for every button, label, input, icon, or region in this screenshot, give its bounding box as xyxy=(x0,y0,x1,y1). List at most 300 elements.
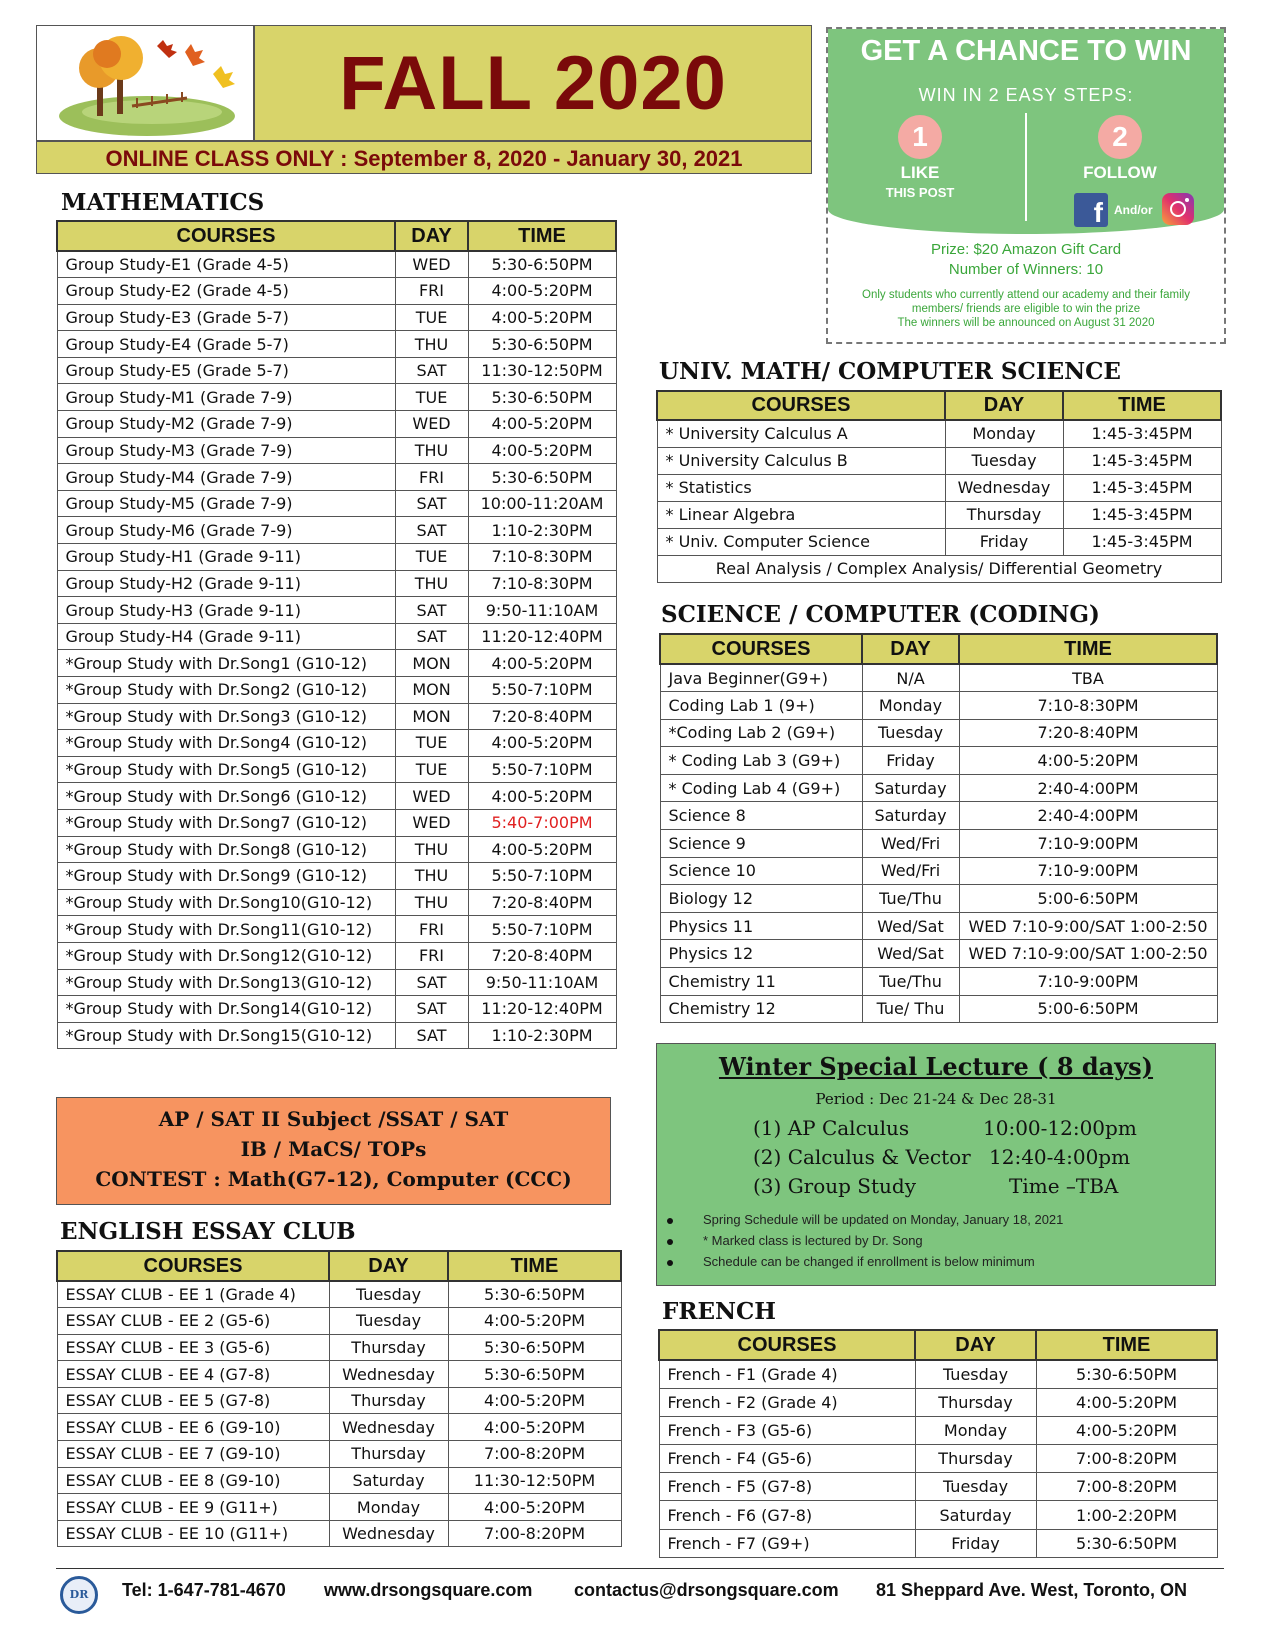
winter-note-2: * Marked class is lectured by Dr. Song xyxy=(703,1233,923,1248)
cell-time: 1:00-2:20PM xyxy=(1036,1501,1217,1529)
table-row xyxy=(57,1334,621,1361)
table-row xyxy=(659,1473,1217,1501)
cell-course: * Coding Lab 4 (G9+) xyxy=(660,774,862,802)
cell-time: 7:10-8:30PM xyxy=(468,570,616,597)
cell-day: Saturday xyxy=(862,802,959,830)
essay-col-day: DAY xyxy=(329,1251,448,1281)
cell-day: Wednesday xyxy=(945,474,1063,501)
cell-course: *Group Study with Dr.Song1 (G10-12) xyxy=(57,650,395,677)
promo-subtitle: WIN IN 2 EASY STEPS: xyxy=(918,85,1134,105)
cell-time: 7:10-9:00PM xyxy=(959,968,1217,996)
cell-day: Tue/ Thu xyxy=(862,995,959,1023)
univ-col-courses: COURSES xyxy=(657,391,945,420)
cell-day: Thursday xyxy=(915,1388,1036,1416)
cell-course: *Group Study with Dr.Song14(G10-12) xyxy=(57,996,395,1023)
table-row xyxy=(57,969,616,996)
cell-time: WED 7:10-9:00/SAT 1:00-2:50 xyxy=(959,912,1217,940)
cell-time: 4:00-5:20PM xyxy=(468,411,616,438)
cell-day: WED xyxy=(395,809,468,836)
cell-day: Thursday xyxy=(329,1441,448,1468)
cell-time: 4:00-5:20PM xyxy=(468,650,616,677)
winter-lecture-box xyxy=(656,1043,1216,1286)
table-row xyxy=(659,1529,1217,1557)
cell-course: *Group Study with Dr.Song3 (G10-12) xyxy=(57,703,395,730)
table-row xyxy=(657,555,1221,582)
cell-time: 10:00-11:20AM xyxy=(468,490,616,517)
table-row xyxy=(57,570,616,597)
cell-time: 4:00-5:20PM xyxy=(468,278,616,305)
cell-day: SAT xyxy=(395,597,468,624)
cell-time: WED 7:10-9:00/SAT 1:00-2:50 xyxy=(959,940,1217,968)
cell-time: 1:45-3:45PM xyxy=(1063,528,1221,555)
fine-print-3: The winners will be announced on August 31 2020 xyxy=(897,317,1155,329)
cell-course: Biology 12 xyxy=(660,885,862,913)
cell-time: 7:00-8:20PM xyxy=(1036,1445,1217,1473)
table-row xyxy=(57,1022,616,1049)
cell-course: French - F2 (Grade 4) xyxy=(659,1388,915,1416)
cell-time: TBA xyxy=(959,664,1217,692)
cell-day: Wed/Sat xyxy=(862,912,959,940)
cell-time: 1:10-2:30PM xyxy=(468,1022,616,1049)
cell-time: 5:30-6:50PM xyxy=(448,1361,621,1388)
winter-item-1-time: 10:00-12:00pm xyxy=(983,1116,1137,1140)
table-row xyxy=(57,1361,621,1388)
table-row xyxy=(660,802,1217,830)
table-row xyxy=(657,474,1221,501)
footer-logo xyxy=(60,1576,98,1614)
ap-line-1: AP / SAT II Subject /SSAT / SAT xyxy=(158,1107,509,1131)
math-table xyxy=(56,220,617,1049)
table-row xyxy=(660,664,1217,692)
table-row xyxy=(660,940,1217,968)
cell-course: *Group Study with Dr.Song4 (G10-12) xyxy=(57,730,395,757)
table-row xyxy=(57,357,616,384)
cell-course: *Group Study with Dr.Song15(G10-12) xyxy=(57,1022,395,1049)
essay-col-time: TIME xyxy=(448,1251,621,1281)
cell-time: 5:30-6:50PM xyxy=(468,331,616,358)
science-col-courses: COURSES xyxy=(660,634,862,664)
fall-leaves-logo xyxy=(36,25,254,141)
table-row xyxy=(57,331,616,358)
table-row xyxy=(57,889,616,916)
title-banner xyxy=(254,25,812,141)
cell-course: French - F4 (G5-6) xyxy=(659,1445,915,1473)
cell-time: 5:30-6:50PM xyxy=(468,464,616,491)
cell-day: THU xyxy=(395,889,468,916)
cell-time: 7:10-9:00PM xyxy=(959,830,1217,858)
cell-course: * University Calculus B xyxy=(657,447,945,474)
table-row xyxy=(660,692,1217,720)
cell-time: 1:45-3:45PM xyxy=(1063,501,1221,528)
step-1-label: LIKE xyxy=(900,163,940,182)
cell-course: *Group Study with Dr.Song9 (G10-12) xyxy=(57,863,395,890)
table-row xyxy=(659,1445,1217,1473)
cell-day: Wed/Fri xyxy=(862,830,959,858)
cell-time: 5:30-6:50PM xyxy=(468,384,616,411)
bullet-icon xyxy=(667,1218,673,1224)
cell-day: Wednesday xyxy=(329,1414,448,1441)
table-row xyxy=(57,1494,621,1521)
cell-course: Group Study-M6 (Grade 7-9) xyxy=(57,517,395,544)
table-row xyxy=(57,597,616,624)
table-row xyxy=(57,863,616,890)
cell-course: French - F7 (G9+) xyxy=(659,1529,915,1557)
fine-print-2: members/ friends are eligible to win the prize xyxy=(911,303,1141,315)
table-row xyxy=(57,411,616,438)
essay-col-courses: COURSES xyxy=(57,1251,329,1281)
cell-day: Saturday xyxy=(862,774,959,802)
cell-time: 7:20-8:40PM xyxy=(468,942,616,969)
table-row xyxy=(659,1416,1217,1444)
cell-time: 2:40-4:00PM xyxy=(959,774,1217,802)
cell-day: Tuesday xyxy=(329,1308,448,1335)
cell-day: Tuesday xyxy=(945,447,1063,474)
cell-day: Thursday xyxy=(915,1445,1036,1473)
table-row xyxy=(57,1520,621,1547)
cell-day: Wed/Fri xyxy=(862,857,959,885)
step-1-circle: 1 xyxy=(898,115,942,159)
cell-course: Group Study-M3 (Grade 7-9) xyxy=(57,437,395,464)
table-row xyxy=(57,942,616,969)
cell-day: TUE xyxy=(395,730,468,757)
cell-course: * Linear Algebra xyxy=(657,501,945,528)
cell-day: Tuesday xyxy=(915,1360,1036,1388)
science-col-time: TIME xyxy=(959,634,1217,664)
math-col-day: DAY xyxy=(395,221,468,251)
step-2-circle: 2 xyxy=(1098,115,1142,159)
promo-divider xyxy=(1025,113,1027,221)
cell-day: THU xyxy=(395,836,468,863)
table-row xyxy=(660,885,1217,913)
and-or-text: And/or xyxy=(1114,203,1153,217)
cell-course: Physics 12 xyxy=(660,940,862,968)
cell-time: 4:00-5:20PM xyxy=(468,304,616,331)
cell-course: Physics 11 xyxy=(660,912,862,940)
univ-col-time: TIME xyxy=(1063,391,1221,420)
table-row xyxy=(57,1281,621,1308)
cell-day: Thursday xyxy=(329,1334,448,1361)
cell-day: Monday xyxy=(945,420,1063,447)
cell-course: *Group Study with Dr.Song12(G10-12) xyxy=(57,942,395,969)
cell-day: TUE xyxy=(395,756,468,783)
cell-course: * Statistics xyxy=(657,474,945,501)
table-row xyxy=(57,517,616,544)
cell-day: Monday xyxy=(915,1416,1036,1444)
table-row xyxy=(660,719,1217,747)
cell-day: Friday xyxy=(862,747,959,775)
ap-sat-box xyxy=(56,1097,611,1205)
cell-day: Monday xyxy=(862,692,959,720)
cell-time: 5:30-6:50PM xyxy=(468,251,616,278)
cell-course: *Group Study with Dr.Song8 (G10-12) xyxy=(57,836,395,863)
cell-course: *Group Study with Dr.Song6 (G10-12) xyxy=(57,783,395,810)
table-row xyxy=(657,447,1221,474)
cell-day: SAT xyxy=(395,996,468,1023)
cell-course: French - F6 (G7-8) xyxy=(659,1501,915,1529)
math-section-title: MATHEMATICS xyxy=(61,189,265,216)
cell-day: Friday xyxy=(915,1529,1036,1557)
cell-day: WED xyxy=(395,411,468,438)
footer-phone[interactable]: Tel: 1-647-781-4670 xyxy=(122,1580,286,1600)
cell-course: *Group Study with Dr.Song5 (G10-12) xyxy=(57,756,395,783)
cell-time: 7:20-8:40PM xyxy=(468,703,616,730)
cell-day: SAT xyxy=(395,623,468,650)
cell-time: 4:00-5:20PM xyxy=(448,1308,621,1335)
footer-website[interactable]: www.drsongsquare.com xyxy=(324,1580,533,1600)
ap-line-3: CONTEST : Math(G7-12), Computer (CCC) xyxy=(95,1167,572,1191)
promo-box xyxy=(826,27,1226,344)
table-row xyxy=(57,730,616,757)
promo-title: GET A CHANCE TO WIN xyxy=(860,35,1192,67)
cell-course: *Group Study with Dr.Song13(G10-12) xyxy=(57,969,395,996)
table-row xyxy=(660,830,1217,858)
univ-section-title: UNIV. MATH/ COMPUTER SCIENCE xyxy=(659,358,1121,385)
cell-time: 7:20-8:40PM xyxy=(959,719,1217,747)
table-row xyxy=(57,650,616,677)
cell-course: Chemistry 11 xyxy=(660,968,862,996)
essay-table xyxy=(56,1250,622,1547)
footer-address: 81 Sheppard Ave. West, Toronto, ON xyxy=(876,1580,1188,1600)
table-row xyxy=(57,809,616,836)
cell-day: FRI xyxy=(395,278,468,305)
cell-day: SAT xyxy=(395,517,468,544)
cell-time: 7:10-8:30PM xyxy=(468,544,616,571)
cell-time: 4:00-5:20PM xyxy=(448,1387,621,1414)
cell-course: *Group Study with Dr.Song7 (G10-12) xyxy=(57,809,395,836)
cell-day: SAT xyxy=(395,490,468,517)
page-title: FALL 2020 xyxy=(339,41,727,126)
cell-time: 1:45-3:45PM xyxy=(1063,420,1221,447)
cell-day: FRI xyxy=(395,464,468,491)
cell-time: 7:00-8:20PM xyxy=(1036,1473,1217,1501)
table-row xyxy=(660,774,1217,802)
cell-course: * Univ. Computer Science xyxy=(657,528,945,555)
table-row xyxy=(57,1387,621,1414)
cell-course: Group Study-M2 (Grade 7-9) xyxy=(57,411,395,438)
table-row xyxy=(657,420,1221,447)
winners-text: Number of Winners: 10 xyxy=(948,261,1104,278)
table-row xyxy=(660,995,1217,1023)
cell-day: MON xyxy=(395,650,468,677)
table-row xyxy=(659,1501,1217,1529)
cell-course: Group Study-H4 (Grade 9-11) xyxy=(57,623,395,650)
science-table xyxy=(659,633,1218,1023)
cell-course: Java Beginner(G9+) xyxy=(660,664,862,692)
cell-course: * Coding Lab 3 (G9+) xyxy=(660,747,862,775)
table-row xyxy=(57,304,616,331)
winter-item-2-time: 12:40-4:00pm xyxy=(989,1145,1131,1169)
univ-col-day: DAY xyxy=(945,391,1063,420)
cell-course: Group Study-E5 (Grade 5-7) xyxy=(57,357,395,384)
cell-day: THU xyxy=(395,331,468,358)
univ-table xyxy=(656,390,1222,583)
cell-course: *Group Study with Dr.Song2 (G10-12) xyxy=(57,677,395,704)
winter-note-3: Schedule can be changed if enrollment is below minimum xyxy=(703,1254,1035,1269)
cell-day: Thursday xyxy=(945,501,1063,528)
table-row xyxy=(659,1388,1217,1416)
cell-course: Group Study-E3 (Grade 5-7) xyxy=(57,304,395,331)
cell-time: 5:50-7:10PM xyxy=(468,677,616,704)
cell-time: 5:50-7:10PM xyxy=(468,916,616,943)
winter-item-3-name: (3) Group Study xyxy=(753,1174,917,1198)
cell-day: SAT xyxy=(395,1022,468,1049)
prize-text: Prize: $20 Amazon Gift Card xyxy=(930,241,1122,258)
cell-day: Wed/Sat xyxy=(862,940,959,968)
table-row xyxy=(57,464,616,491)
cell-day: TUE xyxy=(395,544,468,571)
cell-day: MON xyxy=(395,703,468,730)
cell-course: French - F3 (G5-6) xyxy=(659,1416,915,1444)
page-subtitle: ONLINE CLASS ONLY : September 8, 2020 - January 30, 2021 xyxy=(105,146,743,171)
cell-time: 7:00-8:20PM xyxy=(448,1520,621,1547)
cell-day: Monday xyxy=(329,1494,448,1521)
table-row xyxy=(57,278,616,305)
fine-print-1: Only students who currently attend our academy and their family xyxy=(862,289,1190,301)
cell-time: 11:20-12:40PM xyxy=(468,623,616,650)
cell-day: THU xyxy=(395,863,468,890)
french-col-courses: COURSES xyxy=(659,1330,915,1360)
table-row xyxy=(657,501,1221,528)
table-row xyxy=(57,544,616,571)
cell-time: 4:00-5:20PM xyxy=(1036,1416,1217,1444)
cell-day: Tuesday xyxy=(329,1281,448,1308)
french-table xyxy=(658,1329,1218,1558)
cell-day: THU xyxy=(395,570,468,597)
cell-day: Tue/Thu xyxy=(862,968,959,996)
table-row xyxy=(57,836,616,863)
cell-course: ESSAY CLUB - EE 9 (G11+) xyxy=(57,1494,329,1521)
cell-day: Tuesday xyxy=(915,1473,1036,1501)
cell-day: WED xyxy=(395,783,468,810)
cell-time: 11:20-12:40PM xyxy=(468,996,616,1023)
cell-day: Saturday xyxy=(915,1501,1036,1529)
cell-course: ESSAY CLUB - EE 7 (G9-10) xyxy=(57,1441,329,1468)
cell-day: FRI xyxy=(395,916,468,943)
cell-day: Friday xyxy=(945,528,1063,555)
cell-course: ESSAY CLUB - EE 3 (G5-6) xyxy=(57,1334,329,1361)
footer-email[interactable]: contactus@drsongsquare.com xyxy=(574,1580,839,1600)
science-col-day: DAY xyxy=(862,634,959,664)
cell-course: *Group Study with Dr.Song11(G10-12) xyxy=(57,916,395,943)
cell-time: 5:00-6:50PM xyxy=(959,995,1217,1023)
cell-time: 5:00-6:50PM xyxy=(959,885,1217,913)
table-row xyxy=(57,1414,621,1441)
cell-day: TUE xyxy=(395,384,468,411)
cell-course: Group Study-E4 (Grade 5-7) xyxy=(57,331,395,358)
cell-day: Wednesday xyxy=(329,1361,448,1388)
table-row xyxy=(57,251,616,278)
subtitle-banner xyxy=(36,141,812,174)
cell-course: Group Study-M4 (Grade 7-9) xyxy=(57,464,395,491)
table-row xyxy=(57,1441,621,1468)
footer-logo-text: DR xyxy=(69,1588,89,1601)
cell-course: *Coding Lab 2 (G9+) xyxy=(660,719,862,747)
instagram-icon[interactable] xyxy=(1162,193,1194,225)
cell-time: 4:00-5:20PM xyxy=(959,747,1217,775)
cell-time: 5:30-6:50PM xyxy=(1036,1529,1217,1557)
cell-time: 5:40-7:00PM xyxy=(468,809,616,836)
cell-course: * University Calculus A xyxy=(657,420,945,447)
math-col-courses: COURSES xyxy=(57,221,395,251)
cell-course: Group Study-E2 (Grade 4-5) xyxy=(57,278,395,305)
cell-course: ESSAY CLUB - EE 6 (G9-10) xyxy=(57,1414,329,1441)
table-row xyxy=(660,857,1217,885)
cell-course: French - F5 (G7-8) xyxy=(659,1473,915,1501)
cell-course: Group Study-M5 (Grade 7-9) xyxy=(57,490,395,517)
winter-note-1: Spring Schedule will be updated on Monday, January 18, 2021 xyxy=(703,1212,1064,1227)
cell-course: Group Study-H2 (Grade 9-11) xyxy=(57,570,395,597)
facebook-icon[interactable]: f xyxy=(1074,193,1108,227)
table-row xyxy=(660,747,1217,775)
winter-item-2-name: (2) Calculus & Vector xyxy=(753,1145,971,1169)
essay-section-title: ENGLISH ESSAY CLUB xyxy=(60,1218,356,1245)
winter-period: Period : Dec 21-24 & Dec 28-31 xyxy=(815,1090,1057,1108)
cell-time: 1:10-2:30PM xyxy=(468,517,616,544)
french-col-time: TIME xyxy=(1036,1330,1217,1360)
cell-time: 4:00-5:20PM xyxy=(468,783,616,810)
cell-time: 11:30-12:50PM xyxy=(468,357,616,384)
step-2-label: FOLLOW xyxy=(1083,163,1157,182)
cell-time: 5:30-6:50PM xyxy=(448,1281,621,1308)
cell-course: Science 10 xyxy=(660,857,862,885)
cell-day: SAT xyxy=(395,357,468,384)
table-row xyxy=(57,703,616,730)
cell-course: Science 8 xyxy=(660,802,862,830)
cell-day: WED xyxy=(395,251,468,278)
cell-course: ESSAY CLUB - EE 5 (G7-8) xyxy=(57,1387,329,1414)
table-row xyxy=(57,437,616,464)
cell-time: 1:45-3:45PM xyxy=(1063,474,1221,501)
cell-day: MON xyxy=(395,677,468,704)
cell-course: Chemistry 12 xyxy=(660,995,862,1023)
table-row xyxy=(57,783,616,810)
cell-day: Saturday xyxy=(329,1467,448,1494)
cell-course: Science 9 xyxy=(660,830,862,858)
table-row xyxy=(657,528,1221,555)
french-section-title: FRENCH xyxy=(662,1298,777,1325)
cell-time: 4:00-5:20PM xyxy=(468,836,616,863)
math-col-time: TIME xyxy=(468,221,616,251)
cell-time: 5:30-6:50PM xyxy=(1036,1360,1217,1388)
cell-time: 7:10-9:00PM xyxy=(959,857,1217,885)
cell-time: 9:50-11:10AM xyxy=(468,597,616,624)
french-col-day: DAY xyxy=(915,1330,1036,1360)
winter-item-3-time: Time –TBA xyxy=(1009,1174,1119,1198)
cell-day: Thursday xyxy=(329,1387,448,1414)
cell-course: Group Study-H1 (Grade 9-11) xyxy=(57,544,395,571)
cell-time: 7:00-8:20PM xyxy=(448,1441,621,1468)
cell-time: 5:50-7:10PM xyxy=(468,863,616,890)
winter-title: Winter Special Lecture ( 8 days) xyxy=(718,1052,1154,1081)
table-row xyxy=(57,996,616,1023)
univ-advanced-topics: Real Analysis / Complex Analysis/ Differential Geometry xyxy=(657,555,1221,582)
cell-course: Coding Lab 1 (9+) xyxy=(660,692,862,720)
table-row xyxy=(659,1360,1217,1388)
cell-time: 4:00-5:20PM xyxy=(448,1414,621,1441)
table-row xyxy=(57,623,616,650)
table-row xyxy=(57,916,616,943)
cell-time: 1:45-3:45PM xyxy=(1063,447,1221,474)
cell-day: Tuesday xyxy=(862,719,959,747)
ap-line-2: IB / MaCS/ TOPs xyxy=(240,1137,427,1161)
cell-time: 2:40-4:00PM xyxy=(959,802,1217,830)
autumn-tree-icon xyxy=(37,26,253,140)
science-section-title: SCIENCE / COMPUTER (CODING) xyxy=(661,601,1100,628)
cell-time: 5:50-7:10PM xyxy=(468,756,616,783)
table-row xyxy=(57,677,616,704)
winter-item-1-name: (1) AP Calculus xyxy=(753,1116,910,1140)
cell-day: FRI xyxy=(395,942,468,969)
